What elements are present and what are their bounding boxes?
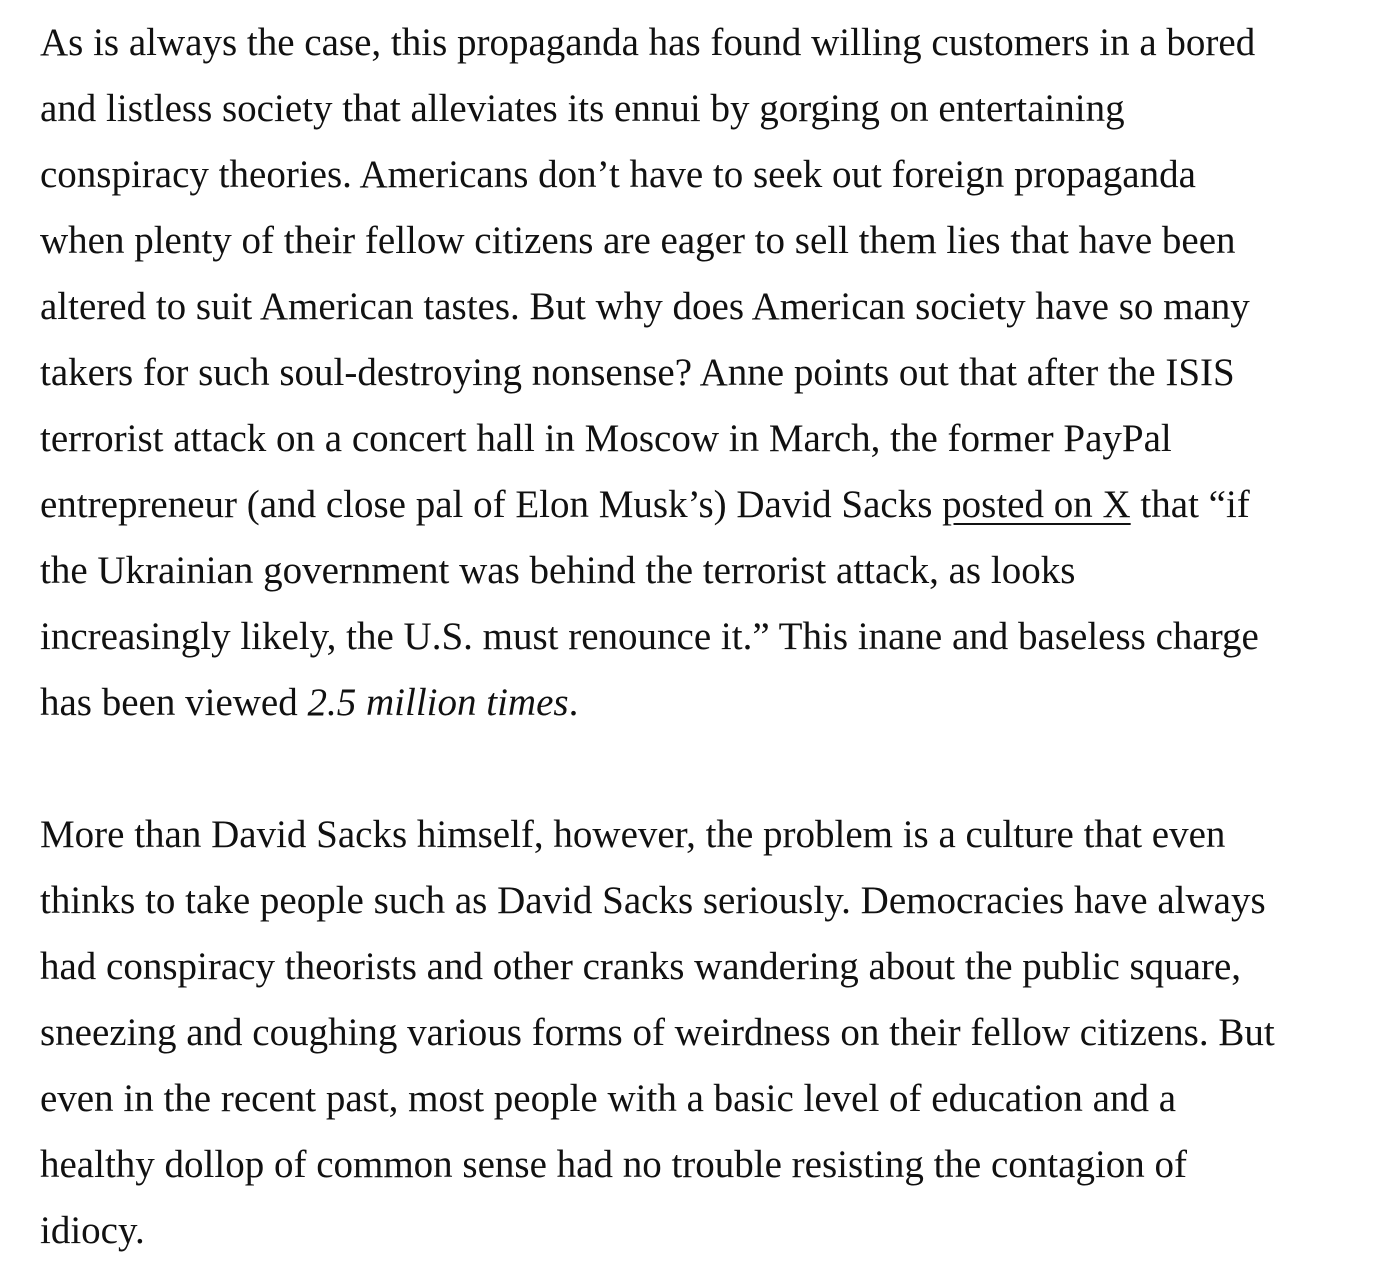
text-segment: . [568,681,579,724]
text-line: terrorist attack on a concert hall in Moscow in March, the former PayPal [40,417,1172,460]
article-body [40,10,1370,1264]
text-line: healthy dollop of common sense had no trouble resisting the contagion of [40,1143,1188,1186]
emphasized-text: 2.5 million times [307,681,569,724]
text-line: increasingly likely, the U.S. must renounce it.” This inane and baseless charge [40,615,1259,658]
text-line: sneezing and coughing various forms of weirdness on their fellow citizens. But [40,1011,1275,1054]
text-line: thinks to take people such as David Sacks seriously. Democracies have always [40,879,1266,922]
posted-on-x-link[interactable]: posted on X [942,483,1131,526]
text-segment: that “if [1130,483,1250,526]
text-line [40,472,1370,538]
text-line: altered to suit American tastes. But why does American society have so many [40,285,1250,328]
text-line: conspiracy theories. Americans don’t have to seek out foreign propaganda [40,153,1196,196]
text-line: the Ukrainian government was behind the terrorist attack, as looks [40,549,1076,592]
text-segment: has been viewed [40,681,308,724]
text-line: even in the recent past, most people with a basic level of education and a [40,1077,1177,1120]
text-line: As is always the case, this propaganda has found willing customers in a bored [40,21,1256,64]
text-line: when plenty of their fellow citizens are eager to sell them lies that have been [40,219,1236,262]
text-line: had conspiracy theorists and other cranks wandering about the public square, [40,945,1242,988]
text-line: takers for such soul-destroying nonsense? Anne points out that after the ISIS [40,351,1235,394]
text-line: and listless society that alleviates its ennui by gorging on entertaining [40,87,1125,130]
text-segment: entrepreneur (and close pal of Elon Musk’s) David Sacks [40,483,943,526]
text-line [40,670,1370,736]
text-line: More than David Sacks himself, however, the problem is a culture that even [40,813,1226,856]
paragraph-1 [40,10,1370,736]
paragraph-2 [40,802,1370,1264]
text-line: idiocy. [40,1209,145,1252]
